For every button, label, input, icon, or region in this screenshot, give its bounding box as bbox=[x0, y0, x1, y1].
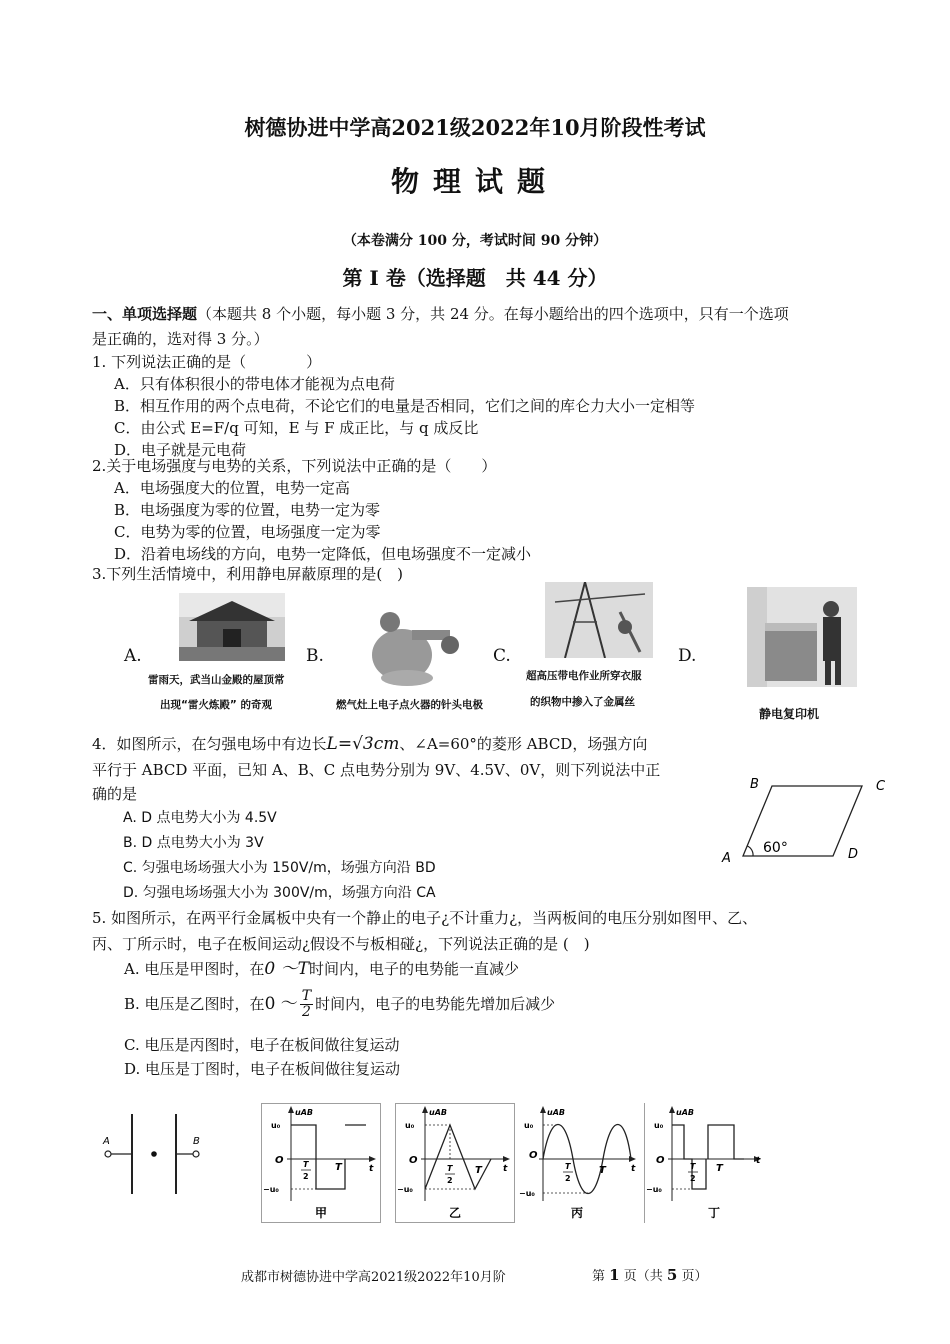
q3-choice-a-caption-1: 雷雨天，武当山金殿的屋顶常 bbox=[148, 674, 285, 686]
graph-bing bbox=[519, 1103, 641, 1223]
copier-photo bbox=[747, 587, 857, 687]
graph-ding bbox=[644, 1103, 766, 1223]
q2-option-c: C．电势为零的位置，电场强度一定为零 bbox=[114, 523, 381, 541]
page-mid: 页（共 bbox=[623, 1269, 663, 1284]
section-heading: 一、单项选择题 bbox=[92, 305, 198, 323]
graph-caption-jia: 甲 bbox=[315, 1206, 328, 1220]
q5-option-b-text-2: 时间内，电子的电势能先增加后减少 bbox=[315, 995, 556, 1013]
graph-caption-yi: 乙 bbox=[449, 1206, 462, 1220]
q4-stem-line-2: 平行于 ABCD 平面，已知 A、B、C 点电势分别为 9V、4.5V、0V，则下列说法中正 bbox=[92, 761, 661, 779]
q3-choice-b-caption: 燃气灶上电子点火器的针头电极 bbox=[336, 699, 483, 711]
terminal-b bbox=[193, 1151, 199, 1157]
period-label: T bbox=[475, 1165, 482, 1176]
vertex-c-label: C bbox=[876, 779, 886, 794]
q3-choice-c-letter: C. bbox=[493, 646, 511, 666]
q3-choice-c-caption-1: 超高压带电作业所穿衣服 bbox=[526, 670, 642, 682]
t-axis-label: t bbox=[503, 1164, 508, 1174]
half-period-den: 2 bbox=[565, 1174, 571, 1183]
q5-option-c: C. 电压是丙图时，电子在板间做往复运动 bbox=[124, 1036, 400, 1054]
section-desc-1: （本题共 8 个小题，每小题 3 分，共 24 分。在每小题给出的四个选项中，只有一个选项 bbox=[197, 305, 789, 323]
q3-choice-d-caption: 静电复印机 bbox=[759, 707, 820, 721]
q3-choice-a-caption-2: 出现“雷火炼殿” 的奇观 bbox=[160, 699, 272, 711]
temple-photo bbox=[179, 593, 285, 661]
vertex-d-label: D bbox=[848, 847, 859, 862]
neg-u0-label: −u₀ bbox=[263, 1185, 279, 1194]
q5-option-d: D. 电压是丁图时，电子在板间做往复运动 bbox=[124, 1060, 401, 1078]
tower-photo bbox=[545, 582, 653, 658]
q5-option-b bbox=[124, 986, 555, 1022]
origin-label: O bbox=[529, 1150, 538, 1161]
half-period-num: T bbox=[690, 1162, 696, 1171]
y-axis-label: uAB bbox=[295, 1108, 313, 1117]
q5-option-b-math: 0 ～ bbox=[264, 994, 298, 1014]
q3-stem: 3.下列生活情境中，利用静电屏蔽原理的是( ) bbox=[92, 565, 404, 583]
igniter-photo bbox=[362, 600, 462, 690]
period-label: T bbox=[599, 1165, 606, 1176]
terminal-a-label: A bbox=[103, 1136, 110, 1147]
q5-stem-line-1: 5. 如图所示，在两平行金属板中央有一个静止的电子¿不计重力¿，当两板间的电压分别如图甲、乙、 bbox=[92, 909, 758, 927]
y-axis-label: uAB bbox=[429, 1108, 447, 1117]
q4-option-d: D. 匀强电场场强大小为 300V/m，场强方向沿 CA bbox=[123, 885, 436, 901]
period-label: T bbox=[716, 1163, 723, 1174]
q4-stem-1a: 4．如图所示，在匀强电场中有边长 bbox=[92, 735, 327, 753]
angle-arc bbox=[748, 846, 754, 856]
q4-option-b: B. D 点电势大小为 3V bbox=[123, 835, 264, 851]
origin-label: O bbox=[656, 1155, 665, 1166]
neg-u0-label: −u₀ bbox=[646, 1185, 662, 1194]
q2-stem: 2.关于电场强度与电势的关系，下列说法中正确的是（ ） bbox=[92, 457, 497, 475]
vertex-a-label: A bbox=[722, 851, 731, 866]
section-desc-2: 是正确的，选对得 3 分。） bbox=[92, 330, 269, 348]
period-label: T bbox=[335, 1162, 342, 1173]
t-axis-label: t bbox=[369, 1164, 374, 1174]
page-prefix: 第 bbox=[592, 1269, 606, 1284]
parallel-plates bbox=[98, 1112, 208, 1196]
half-period-den: 2 bbox=[303, 1172, 309, 1181]
origin-label: O bbox=[275, 1155, 284, 1166]
q4-option-c: C. 匀强电场场强大小为 150V/m，场强方向沿 BD bbox=[123, 860, 436, 876]
q4-stem-1c: 、∠A=60°的菱形 ABCD，场强方向 bbox=[399, 735, 648, 753]
footer-school: 成都市树德协进中学高2021级2022年10月阶 bbox=[241, 1270, 506, 1285]
page-suffix: 页） bbox=[681, 1269, 708, 1284]
t-axis-label: t bbox=[631, 1164, 636, 1174]
graph-caption-ding: 丁 bbox=[708, 1206, 721, 1220]
exam-info: （本卷满分 100 分，考试时间 90 分钟） bbox=[342, 233, 608, 249]
origin-label: O bbox=[409, 1155, 418, 1166]
q1-stem: 1. 下列说法正确的是（ ） bbox=[92, 353, 322, 371]
part-title: 第 I 卷（选择题 共 44 分） bbox=[342, 266, 608, 290]
section-intro bbox=[92, 303, 789, 325]
q1-option-c: C．由公式 E=F/q 可知，E 与 F 成正比，与 q 成反比 bbox=[114, 419, 479, 437]
half-period-num: T bbox=[303, 1160, 309, 1169]
q5-option-a-text-1: A. 电压是甲图时，在 bbox=[124, 960, 265, 978]
half-period-num: T bbox=[565, 1162, 571, 1171]
q5-option-a-math: 0 ～T bbox=[264, 959, 309, 979]
footer-page bbox=[592, 1265, 707, 1284]
q4-stem-line-3: 确的是 bbox=[92, 785, 138, 803]
q5-option-b-text-1: B. 电压是乙图时，在 bbox=[124, 995, 265, 1013]
q4-stem-line-1 bbox=[92, 733, 647, 755]
graph-jia bbox=[261, 1103, 381, 1223]
terminal-b-label: B bbox=[193, 1136, 200, 1147]
u0-label: u₀ bbox=[271, 1121, 281, 1130]
neg-u0-label: −u₀ bbox=[397, 1185, 413, 1194]
q3-choice-a-letter: A. bbox=[124, 646, 142, 666]
vertex-b-label: B bbox=[750, 777, 759, 792]
y-axis-label: uAB bbox=[676, 1108, 694, 1117]
rhombus-shape bbox=[743, 786, 862, 856]
fraction-denominator: 2 bbox=[302, 1003, 311, 1020]
school-title: 树德协进中学高2021级2022年10月阶段性考试 bbox=[244, 115, 706, 140]
q4-side-length: L=√3cm bbox=[326, 734, 400, 754]
q4-option-a: A. D 点电势大小为 4.5V bbox=[123, 810, 277, 826]
electron-dot bbox=[151, 1151, 157, 1157]
q1-option-a: A．只有体积很小的带电体才能视为点电荷 bbox=[114, 375, 395, 393]
q5-option-a-text-2: 时间内，电子的电势能一直减少 bbox=[308, 960, 519, 978]
q1-option-b: B．相互作用的两个点电荷，不论它们的电量是否相同，它们之间的库仑力大小一定相等 bbox=[114, 397, 696, 415]
q1-option-d: D．电子就是元电荷 bbox=[114, 441, 247, 459]
page-total: 5 bbox=[666, 1266, 678, 1284]
subject-title: 物理试题 bbox=[390, 165, 559, 198]
fraction-numerator: T bbox=[301, 987, 312, 1004]
angle-label: 60° bbox=[763, 840, 788, 856]
q5-stem-line-2: 丙、丁所示时，电子在板间运动¿假设不与板相碰¿，下列说法正确的是 ( ) bbox=[92, 935, 590, 953]
q2-option-d: D．沿着电场线的方向，电势一定降低，但电场强度不一定减小 bbox=[114, 545, 532, 563]
y-axis-label: uAB bbox=[547, 1108, 565, 1117]
terminal-a bbox=[105, 1151, 111, 1157]
u0-label: u₀ bbox=[405, 1121, 415, 1130]
t-axis-label: t bbox=[756, 1156, 761, 1166]
half-period-den: 2 bbox=[690, 1174, 696, 1183]
q5-option-b-fraction bbox=[300, 989, 313, 1020]
page-number: 1 bbox=[609, 1266, 620, 1284]
half-period-den: 2 bbox=[447, 1176, 453, 1185]
u0-label: u₀ bbox=[524, 1121, 534, 1130]
q2-option-b: B．电场强度为零的位置，电势一定为零 bbox=[114, 501, 381, 519]
q5-option-a bbox=[124, 958, 519, 980]
half-period-num: T bbox=[447, 1164, 453, 1173]
q2-option-a: A．电场强度大的位置，电势一定高 bbox=[114, 479, 350, 497]
rhombus-diagram bbox=[710, 770, 900, 870]
q3-choice-c-caption-2: 的织物中掺入了金属丝 bbox=[530, 696, 635, 708]
q3-choice-d-letter: D. bbox=[678, 646, 697, 666]
graph-yi bbox=[395, 1103, 515, 1223]
graph-caption-bing: 丙 bbox=[571, 1206, 584, 1220]
q3-choice-b-letter: B. bbox=[306, 646, 324, 666]
u0-label: u₀ bbox=[654, 1121, 664, 1130]
neg-u0-label: −u₀ bbox=[519, 1189, 535, 1198]
